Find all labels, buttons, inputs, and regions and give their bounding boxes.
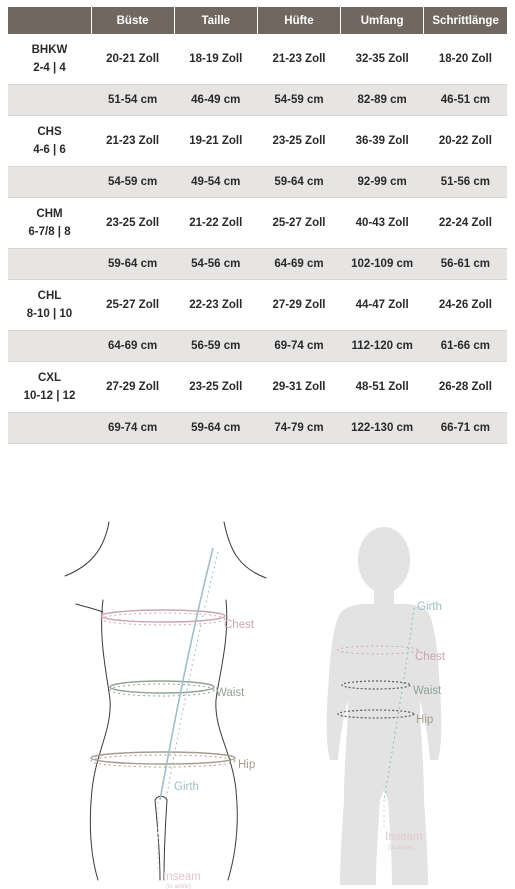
- table-cell-inch: 29-31 Zoll: [257, 362, 340, 413]
- table-cell-inch: 23-25 Zoll: [91, 198, 174, 249]
- table-cell-cm: 59-64 cm: [257, 167, 340, 198]
- table-cell-inch: 27-29 Zoll: [257, 280, 340, 331]
- table-cell-inch: 25-27 Zoll: [91, 280, 174, 331]
- table-cell-cm: 54-59 cm: [91, 167, 174, 198]
- table-cell-cm: 46-51 cm: [424, 85, 507, 116]
- table-cell-inch: 18-19 Zoll: [174, 34, 257, 85]
- table-cell-cm: 82-89 cm: [341, 85, 424, 116]
- table-cell-inch: 21-22 Zoll: [174, 198, 257, 249]
- table-cell-cm: 54-56 cm: [174, 249, 257, 280]
- table-cell-inch: 22-23 Zoll: [174, 280, 257, 331]
- silhouette-head: [358, 527, 410, 593]
- left-inseam-note: (to ankle): [166, 884, 192, 889]
- size-range: 8-10 | 10: [26, 308, 73, 320]
- table-cell-cm: 64-69 cm: [257, 249, 340, 280]
- table-cell-cm: 112-120 cm: [341, 331, 424, 362]
- table-cell-inch: 23-25 Zoll: [257, 116, 340, 167]
- size-range: 6-7/8 | 8: [28, 226, 71, 238]
- table-cell-inch: 32-35 Zoll: [341, 34, 424, 85]
- size-code: CHM: [36, 208, 63, 220]
- table-cell-cm: 56-61 cm: [424, 249, 507, 280]
- table-cell-cm: 61-66 cm: [424, 331, 507, 362]
- right-inseam-label: Inseam: [385, 831, 423, 843]
- table-cell-cm: 59-64 cm: [174, 413, 257, 444]
- table-cell-inch: 19-21 Zoll: [174, 116, 257, 167]
- table-cell-cm: 69-74 cm: [257, 331, 340, 362]
- table-cell-inch: 20-22 Zoll: [424, 116, 507, 167]
- table-cell-cm: 66-71 cm: [424, 413, 507, 444]
- left-chest-label: Chest: [224, 619, 255, 631]
- right-inseam-note: (to ankle): [388, 845, 414, 851]
- table-cell-inch: 40-43 Zoll: [341, 198, 424, 249]
- left-inseam-label: Inseam: [163, 871, 201, 883]
- size-code: CHL: [37, 290, 62, 302]
- table-cell-inch: 20-21 Zoll: [91, 34, 174, 85]
- table-cell-cm: 92-99 cm: [341, 167, 424, 198]
- table-cell-cm: 54-59 cm: [257, 85, 340, 116]
- size-range: 2-4 | 4: [33, 62, 66, 74]
- table-cell-inch: 27-29 Zoll: [91, 362, 174, 413]
- table-cell-inch: 21-23 Zoll: [91, 116, 174, 167]
- table-cell-inch: 36-39 Zoll: [341, 116, 424, 167]
- table-cell-inch: 18-20 Zoll: [424, 34, 507, 85]
- table-cell-inch: 48-51 Zoll: [341, 362, 424, 413]
- table-cell-cm: 69-74 cm: [91, 413, 174, 444]
- size-code: CXL: [38, 372, 61, 384]
- table-cell-inch: 23-25 Zoll: [174, 362, 257, 413]
- right-hip-label: Hip: [416, 714, 434, 726]
- table-cell-cm: 102-109 cm: [341, 249, 424, 280]
- size-range: 4-6 | 6: [33, 144, 66, 156]
- table-cell-inch: 22-24 Zoll: [424, 198, 507, 249]
- header-cell-inseam: Schrittlänge: [424, 7, 507, 34]
- table-cell-cm: 59-64 cm: [91, 249, 174, 280]
- table-cell-inch: 24-26 Zoll: [424, 280, 507, 331]
- table-cell-cm: 74-79 cm: [257, 413, 340, 444]
- table-cell-cm: 49-54 cm: [174, 167, 257, 198]
- table-cell-cm: 56-59 cm: [174, 331, 257, 362]
- header-cell-hip: Hüfte: [257, 7, 340, 34]
- size-range: 10-12 | 12: [23, 390, 76, 402]
- size-code: CHS: [37, 126, 62, 138]
- table-cell-inch: 21-23 Zoll: [257, 34, 340, 85]
- table-cell-cm: 122-130 cm: [341, 413, 424, 444]
- header-cell-girth: Umfang: [341, 7, 424, 34]
- left-hip-label: Hip: [238, 759, 256, 771]
- right-chest-label: Chest: [415, 651, 446, 663]
- table-cell-inch: 26-28 Zoll: [424, 362, 507, 413]
- table-cell-cm: 51-54 cm: [91, 85, 174, 116]
- right-girth-label: Girth: [417, 601, 442, 613]
- table-cell-inch: 44-47 Zoll: [341, 280, 424, 331]
- left-waist-label: Waist: [216, 687, 245, 699]
- table-cell-cm: 64-69 cm: [91, 331, 174, 362]
- silhouette-body: [327, 604, 442, 885]
- header-cell-bust: Büste: [91, 7, 174, 34]
- right-waist-label: Waist: [413, 685, 442, 697]
- table-cell-cm: 46-49 cm: [174, 85, 257, 116]
- table-cell-inch: 25-27 Zoll: [257, 198, 340, 249]
- left-girth-label: Girth: [174, 781, 199, 793]
- table-cell-cm: 51-56 cm: [424, 167, 507, 198]
- size-code: BHKW: [31, 44, 68, 56]
- header-cell-waist: Taille: [174, 7, 257, 34]
